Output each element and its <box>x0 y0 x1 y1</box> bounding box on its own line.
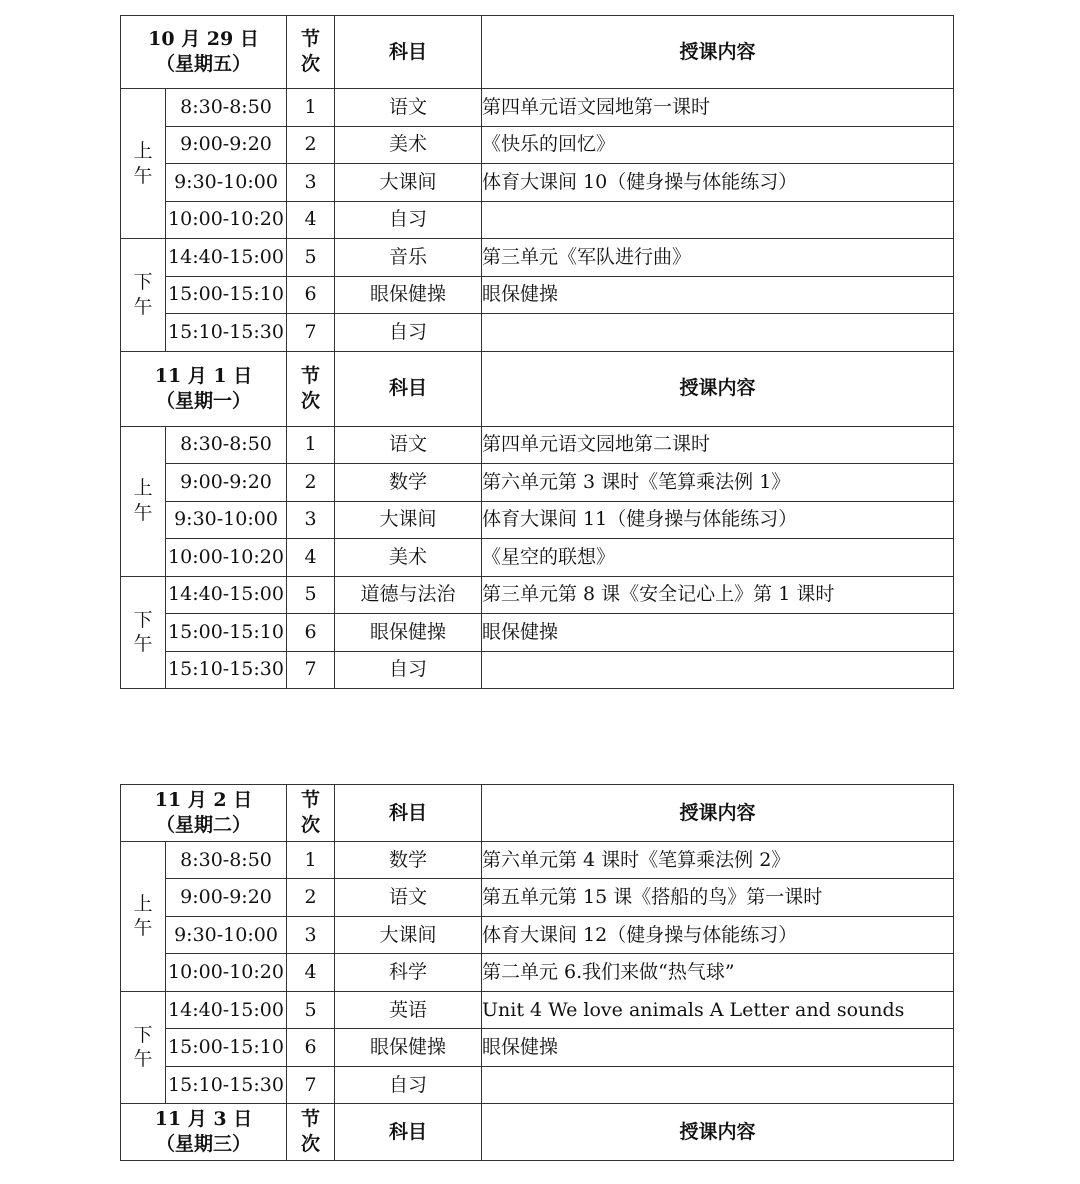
time-cell: 15:00-15:10 <box>166 276 287 314</box>
subject-cell: 大课间 <box>335 164 482 202</box>
period-number-cell: 2 <box>287 126 335 164</box>
schedule-row <box>121 464 954 502</box>
subject-cell: 美术 <box>335 126 482 164</box>
period-number-cell: 4 <box>287 201 335 239</box>
period-number-cell: 5 <box>287 239 335 277</box>
schedule-table-2 <box>120 784 954 1161</box>
schedule-row <box>121 879 954 916</box>
schedule-row <box>121 314 954 352</box>
content-cell: 体育大课间 11（健身操与体能练习） <box>482 501 954 539</box>
content-cell <box>482 651 954 689</box>
day-header-row <box>121 785 954 842</box>
content-cell: 第六单元第 4 课时《笔算乘法例 2》 <box>482 842 954 879</box>
subject-cell: 数学 <box>335 842 482 879</box>
period-number-header-text: 节次 <box>301 28 321 75</box>
subject-cell: 眼保健操 <box>335 614 482 652</box>
time-cell: 10:00-10:20 <box>166 539 287 577</box>
date-text: 11 月 2 日 <box>154 789 253 812</box>
period-number-header <box>287 351 335 426</box>
day-header-row <box>121 16 954 89</box>
subject-cell: 自习 <box>335 201 482 239</box>
time-cell: 15:10-15:30 <box>166 314 287 352</box>
period-number-header <box>287 1104 335 1161</box>
subject-header: 科目 <box>335 1104 482 1161</box>
content-cell: 眼保健操 <box>482 1029 954 1066</box>
subject-cell: 语文 <box>335 89 482 127</box>
half-day-label: 下午 <box>133 271 153 318</box>
subject-cell: 大课间 <box>335 916 482 953</box>
content-cell: Unit 4 We love animals A Letter and sounds <box>482 991 954 1028</box>
content-cell: 《星空的联想》 <box>482 539 954 577</box>
schedule-row <box>121 991 954 1028</box>
half-day-cell <box>121 842 166 992</box>
date-text: 10 月 29 日 <box>148 28 259 51</box>
time-cell: 9:30-10:00 <box>166 164 287 202</box>
date-text: 11 月 3 日 <box>154 1108 253 1131</box>
period-number-cell: 3 <box>287 916 335 953</box>
time-cell: 9:30-10:00 <box>166 501 287 539</box>
date-cell <box>121 1104 287 1161</box>
half-day-label: 上午 <box>133 477 153 524</box>
subject-cell: 自习 <box>335 314 482 352</box>
subject-header: 科目 <box>335 351 482 426</box>
half-day-label: 下午 <box>133 1023 153 1071</box>
schedule-row <box>121 126 954 164</box>
content-cell <box>482 1066 954 1103</box>
half-day-cell <box>121 239 166 352</box>
time-cell: 9:00-9:20 <box>166 126 287 164</box>
weekday-text: （星期五） <box>156 53 252 75</box>
time-cell: 15:10-15:30 <box>166 1066 287 1103</box>
time-cell: 15:00-15:10 <box>166 614 287 652</box>
half-day-label: 下午 <box>133 608 153 656</box>
period-number-cell: 6 <box>287 276 335 314</box>
schedule-row <box>121 201 954 239</box>
content-header: 授课内容 <box>482 16 954 89</box>
content-cell: 体育大课间 12（健身操与体能练习） <box>482 916 954 953</box>
period-number-cell: 4 <box>287 954 335 991</box>
time-cell: 8:30-8:50 <box>166 426 287 464</box>
content-cell: 《快乐的回忆》 <box>482 126 954 164</box>
content-cell: 第四单元语文园地第一课时 <box>482 89 954 127</box>
period-number-cell: 2 <box>287 464 335 502</box>
content-header: 授课内容 <box>482 1104 954 1161</box>
period-number-header <box>287 16 335 89</box>
subject-cell: 大课间 <box>335 501 482 539</box>
content-cell: 眼保健操 <box>482 614 954 652</box>
period-number-header-text: 节次 <box>301 364 321 412</box>
period-number-cell: 3 <box>287 501 335 539</box>
content-cell: 体育大课间 10（健身操与体能练习） <box>482 164 954 202</box>
schedule-row <box>121 239 954 277</box>
period-number-cell: 4 <box>287 539 335 577</box>
period-number-header-text: 节次 <box>301 789 321 836</box>
schedule-row <box>121 426 954 464</box>
schedule-row <box>121 1029 954 1066</box>
date-cell <box>121 351 287 426</box>
content-cell: 第二单元 6.我们来做“热气球” <box>482 954 954 991</box>
subject-cell: 科学 <box>335 954 482 991</box>
period-number-cell: 1 <box>287 426 335 464</box>
time-cell: 10:00-10:20 <box>166 201 287 239</box>
period-number-header <box>287 785 335 842</box>
subject-cell: 英语 <box>335 991 482 1028</box>
schedule-row <box>121 842 954 879</box>
period-number-cell: 5 <box>287 576 335 614</box>
period-number-cell: 3 <box>287 164 335 202</box>
subject-cell: 美术 <box>335 539 482 577</box>
content-cell: 第五单元第 15 课《搭船的鸟》第一课时 <box>482 879 954 916</box>
subject-cell: 语文 <box>335 426 482 464</box>
period-number-cell: 7 <box>287 314 335 352</box>
date-cell <box>121 16 287 89</box>
weekday-text: （星期二） <box>156 814 252 836</box>
subject-header: 科目 <box>335 785 482 842</box>
day-header-row <box>121 1104 954 1161</box>
content-cell <box>482 201 954 239</box>
period-number-cell: 5 <box>287 991 335 1028</box>
time-cell: 9:00-9:20 <box>166 464 287 502</box>
content-cell: 第四单元语文园地第二课时 <box>482 426 954 464</box>
half-day-cell <box>121 426 166 576</box>
subject-cell: 数学 <box>335 464 482 502</box>
content-header: 授课内容 <box>482 785 954 842</box>
subject-cell: 自习 <box>335 1066 482 1103</box>
content-cell: 第三单元第 8 课《安全记心上》第 1 课时 <box>482 576 954 614</box>
schedule-row <box>121 276 954 314</box>
period-number-cell: 7 <box>287 651 335 689</box>
schedule-row <box>121 501 954 539</box>
schedule-table-1 <box>120 15 954 689</box>
content-header: 授课内容 <box>482 351 954 426</box>
time-cell: 15:00-15:10 <box>166 1029 287 1066</box>
schedule-row <box>121 954 954 991</box>
time-cell: 8:30-8:50 <box>166 842 287 879</box>
period-number-cell: 2 <box>287 879 335 916</box>
weekday-text: （星期一） <box>156 389 252 412</box>
time-cell: 14:40-15:00 <box>166 991 287 1028</box>
time-cell: 9:00-9:20 <box>166 879 287 916</box>
half-day-cell <box>121 576 166 689</box>
half-day-label: 上午 <box>133 892 153 940</box>
period-number-cell: 1 <box>287 842 335 879</box>
day-header-row <box>121 351 954 426</box>
time-cell: 15:10-15:30 <box>166 651 287 689</box>
date-text: 11 月 1 日 <box>154 364 253 387</box>
content-cell: 第六单元第 3 课时《笔算乘法例 1》 <box>482 464 954 502</box>
period-number-header-text: 节次 <box>301 1108 321 1156</box>
schedule-row <box>121 1066 954 1103</box>
schedule-row <box>121 164 954 202</box>
schedule-row <box>121 539 954 577</box>
subject-cell: 音乐 <box>335 239 482 277</box>
subject-cell: 眼保健操 <box>335 276 482 314</box>
content-cell: 眼保健操 <box>482 276 954 314</box>
schedule-row <box>121 614 954 652</box>
subject-cell: 语文 <box>335 879 482 916</box>
time-cell: 14:40-15:00 <box>166 576 287 614</box>
period-number-cell: 6 <box>287 1029 335 1066</box>
half-day-cell <box>121 991 166 1103</box>
time-cell: 14:40-15:00 <box>166 239 287 277</box>
subject-cell: 眼保健操 <box>335 1029 482 1066</box>
schedule-row <box>121 89 954 127</box>
content-cell: 第三单元《军队进行曲》 <box>482 239 954 277</box>
time-cell: 9:30-10:00 <box>166 916 287 953</box>
period-number-cell: 1 <box>287 89 335 127</box>
time-cell: 8:30-8:50 <box>166 89 287 127</box>
schedule-row <box>121 916 954 953</box>
weekday-text: （星期三） <box>156 1133 252 1156</box>
period-number-cell: 6 <box>287 614 335 652</box>
period-number-cell: 7 <box>287 1066 335 1103</box>
date-cell <box>121 785 287 842</box>
schedule-row <box>121 576 954 614</box>
content-cell <box>482 314 954 352</box>
half-day-label: 上午 <box>133 139 153 187</box>
subject-header: 科目 <box>335 16 482 89</box>
subject-cell: 道德与法治 <box>335 576 482 614</box>
time-cell: 10:00-10:20 <box>166 954 287 991</box>
schedule-row <box>121 651 954 689</box>
half-day-cell <box>121 89 166 239</box>
subject-cell: 自习 <box>335 651 482 689</box>
